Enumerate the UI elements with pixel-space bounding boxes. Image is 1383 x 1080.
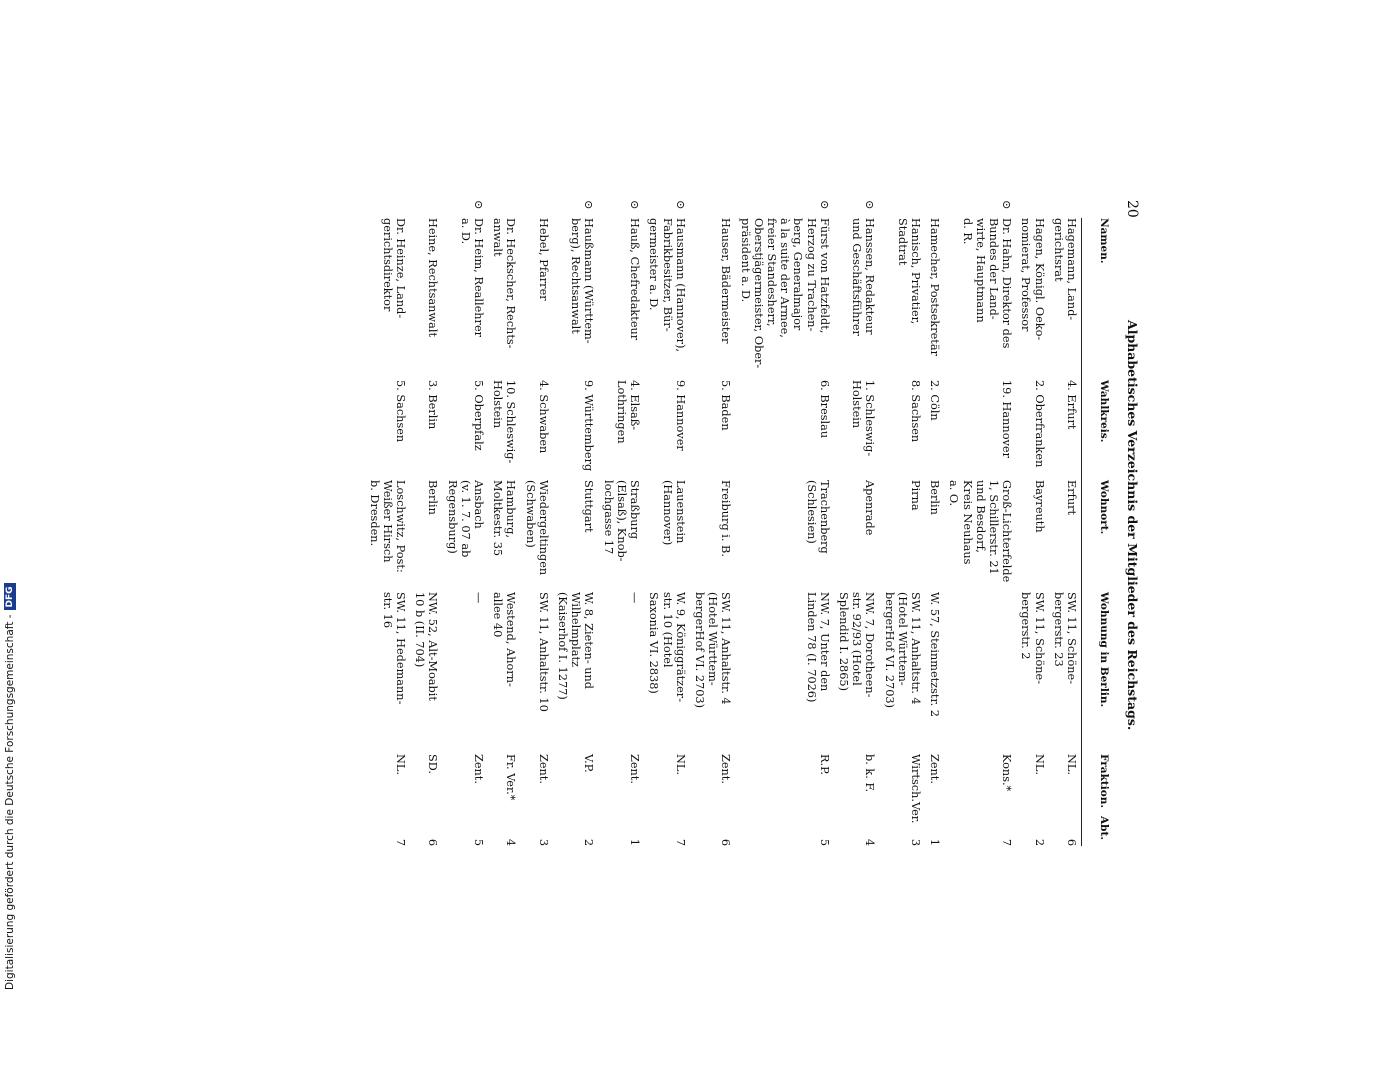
member-fraktion: Kons.* <box>1000 754 1014 792</box>
row-mark <box>1019 200 1045 218</box>
member-wohnort: Apenrade <box>863 480 877 536</box>
member-wohnort: Berlin <box>928 480 942 515</box>
row-mark <box>928 200 941 218</box>
member-abteilung: 6 <box>426 838 440 846</box>
member-wahlkreis: 19. Hannover <box>1000 380 1014 458</box>
member-berlin-address: W. 57, Steinmetzstr. 2 <box>928 592 942 717</box>
member-abteilung: 5 <box>817 838 831 846</box>
member-berlin-address: NW. 7, Dorotheen- str. 92/93 (Hotel Splendid I. 2865) <box>836 592 877 698</box>
member-berlin-address: SW. 11, Anhaltstr. 4 (Hotel Württem- bergerHof VI. 2703) <box>692 592 733 709</box>
row-mark <box>523 200 549 218</box>
row-mark: ⊙ <box>817 200 831 210</box>
table-row <box>1019 200 1045 1080</box>
page-number: 20 <box>1124 200 1140 218</box>
member-name: Hanisch, Privatier, Stadtrat <box>895 218 922 325</box>
member-berlin-address: NW. 52, Alt-Moabit 10 b (II. 704) <box>413 592 440 701</box>
member-wahlkreis: 5. Baden <box>719 380 733 431</box>
member-fraktion: b. k. F. <box>863 754 877 793</box>
member-berlin-address: — <box>628 592 642 604</box>
member-abteilung: 7 <box>673 838 687 846</box>
row-mark <box>413 200 439 218</box>
header-wohnort: Wohnort. <box>1081 480 1110 592</box>
member-name: Dr. Hahn, Direktor des Bundes der Land- wirte, Hauptmann d. R. <box>960 218 1014 349</box>
member-wahlkreis: 8. Sachsen <box>908 380 922 443</box>
member-wohnort: Hamburg, Moltkestr. 35 <box>491 480 518 557</box>
table-row <box>602 200 642 1080</box>
member-name: Hebel, Pfarrer <box>536 218 550 301</box>
row-mark <box>367 200 407 218</box>
member-name: Dr. Heinze, Land- gerichtsdirektor <box>380 218 408 319</box>
member-wahlkreis: 3. Berlin <box>426 380 440 430</box>
member-wahlkreis: 2. Cöln <box>928 380 942 421</box>
footer-text: Digitalisierung gefördert durch die Deutsche Forschungsgemeinschaft - <box>4 614 16 990</box>
member-berlin-address: NW. 7, Unter den Linden 78 (I. 7026) <box>804 592 831 703</box>
member-fraktion: Zent. <box>472 754 486 784</box>
row-mark <box>1052 200 1078 218</box>
member-wahlkreis: 5. Sachsen <box>394 380 408 443</box>
member-wahlkreis: 4. Schwaben <box>536 380 550 454</box>
member-abteilung: 6 <box>1065 838 1078 846</box>
table-row <box>491 200 517 1080</box>
member-name: Heine, Rechtsanwalt <box>426 218 440 337</box>
table-row <box>556 200 596 1080</box>
member-berlin-address <box>947 592 1013 754</box>
member-wohnort: Pirna <box>908 480 922 511</box>
table-row <box>1052 200 1078 1080</box>
member-abteilung: 1 <box>928 838 942 846</box>
member-wahlkreis: 6. Breslau <box>817 380 831 439</box>
member-wohnort: Straßburg (Elsaß), Knob- lochgasse 17 <box>601 480 642 562</box>
member-berlin-address: W. 9, Königgrätzer- str. 10 (Hotel Saxonia VI. 2838) <box>647 592 687 703</box>
table-row <box>693 200 733 1080</box>
member-abteilung: 5 <box>472 838 486 846</box>
member-abteilung: 6 <box>719 838 733 846</box>
table-row <box>445 200 485 1080</box>
page-title: Alphabetisches Verzeichnis der Mitglieder des Reichstags. <box>1125 320 1140 731</box>
row-mark: ⊙ <box>628 200 642 210</box>
member-berlin-address: SW. 11, Anhaltstr. 10 <box>536 592 550 712</box>
member-berlin-address: SW. 11, Schöne- bergerstr. 23 <box>1051 592 1078 685</box>
member-name: Haußmann (Württem- berg), Rechtsanwalt <box>569 218 596 344</box>
member-abteilung: 1 <box>628 838 642 846</box>
member-name: Hagen, Königl. Oeko- nomierat, Professor <box>1019 218 1046 341</box>
member-wohnort: Bayreuth <box>1032 480 1046 533</box>
member-wohnort: Lauenstein (Hannover) <box>660 480 687 546</box>
member-name: Fürst von Hatzfeldt, Herzog zu Trachen- berg, Generalmajor à la suite der Armee, freier Standesherr, Oberstjägermeister, Ober- präsident a. D. <box>738 218 831 369</box>
member-name: Hauß, Chefredakteur <box>628 218 642 341</box>
member-wohnort: Loschwitz, Post: Weißer Hirsch b. Dresden. <box>367 480 408 573</box>
row-mark: ⊙ <box>472 200 486 210</box>
member-berlin-address: SW. 11, Hedemann- str. 16 <box>380 592 408 705</box>
member-abteilung: 2 <box>582 838 596 846</box>
member-fraktion: SD. <box>426 754 440 774</box>
member-table <box>361 200 1078 1080</box>
row-mark <box>882 200 922 218</box>
member-wohnort: Wiedergeltingen (Schwaben) <box>523 480 550 576</box>
row-mark <box>693 200 733 218</box>
member-berlin-address: W. 8, Zieten- und Wilhelmplatz (Kaiserhof I. 1277) <box>556 592 596 700</box>
member-name: Hagemann, Land- gerichtsrat <box>1051 218 1078 321</box>
member-name: Hamecher, Postsekretär <box>928 218 942 356</box>
member-name: Dr. Heckscher, Rechts- anwalt <box>491 218 518 349</box>
member-berlin-address: SW. 11, Anhaltstr. 4 (Hotel Württem- bergerHof VI. 2703) <box>882 592 922 709</box>
member-wahlkreis: 9. Württemberg <box>582 380 596 472</box>
table-row <box>928 200 941 1080</box>
table-row <box>837 200 877 1080</box>
member-fraktion: Fr. Ver.* <box>504 754 518 801</box>
member-name: Hanssen, Redakteur und Geschäftsführer <box>850 218 877 336</box>
digitization-footer <box>4 583 16 990</box>
member-fraktion: NL. <box>673 754 687 775</box>
member-wohnort: Erfurt <box>1065 480 1078 516</box>
member-wahlkreis: 9. Hannover <box>673 380 687 451</box>
member-fraktion: NL. <box>1032 754 1046 775</box>
table-row <box>647 200 687 1080</box>
table-row <box>738 200 830 1080</box>
row-mark: ⊙ <box>863 200 877 210</box>
member-wohnort: Freiburg i. B. <box>719 480 733 557</box>
table-row <box>882 200 922 1080</box>
header-wahlkreis: Wahlkreis. <box>1081 380 1110 480</box>
member-wohnort: Stuttgart <box>582 480 596 533</box>
member-name: Hauser, Bädermeister <box>719 218 733 344</box>
member-berlin-address: — <box>472 592 486 604</box>
header-name: Namen. <box>1081 218 1110 380</box>
member-abteilung: 7 <box>1000 838 1014 846</box>
member-fraktion: R.P. <box>817 754 831 775</box>
table-row <box>523 200 549 1080</box>
header-fraktion: Fraktion. <box>1081 754 1110 816</box>
member-wohnort: Ansbach (v. 1. 7. 07 ab Regensburg) <box>445 480 486 558</box>
member-abteilung: 3 <box>908 838 922 846</box>
member-abteilung: 4 <box>863 838 877 846</box>
member-wohnort: Groß-Lichterfelde 1, Schillerstr. 21 und Besdorf, Kreis Neuhaus a. O. <box>947 480 1014 583</box>
member-wahlkreis: 10. Schleswig- Holstein <box>491 380 518 464</box>
member-fraktion: Zent. <box>628 754 642 784</box>
member-wahlkreis: 2. Oberfranken <box>1032 380 1046 468</box>
member-wahlkreis: 5. Oberpfalz <box>472 380 486 451</box>
header-berlin: Wohnung in Berlin. <box>1081 592 1110 754</box>
row-mark: ⊙ <box>673 200 687 210</box>
member-fraktion: Zent. <box>928 754 942 784</box>
member-abteilung: 7 <box>394 838 408 846</box>
dfg-logo: DFG <box>4 583 16 610</box>
member-fraktion: NL. <box>1065 754 1078 775</box>
row-mark: ⊙ <box>582 200 596 210</box>
member-abteilung: 3 <box>536 838 550 846</box>
member-fraktion: Zent. <box>719 754 733 784</box>
row-mark <box>491 200 517 218</box>
member-wahlkreis: 4. Erfurt <box>1065 380 1078 430</box>
scanned-page <box>260 200 1140 846</box>
member-fraktion: Zent. <box>536 754 550 784</box>
member-abteilung: 4 <box>504 838 518 846</box>
member-fraktion: NL. <box>394 754 408 775</box>
row-mark: ⊙ <box>1000 200 1014 210</box>
member-name: Hausmann (Hannover), Fabrikbesitzer, Bür- germeister a. D. <box>647 218 687 353</box>
member-wahlkreis: 4. Elsaß-Lothringen <box>614 380 642 444</box>
member-wohnort: Berlin <box>426 480 440 515</box>
member-berlin-address: Westend, Ahorn- allee 40 <box>491 592 518 687</box>
table-row <box>947 200 1013 1080</box>
table-row <box>367 200 407 1080</box>
member-wohnort: Trachenberg (Schlesien) <box>804 480 831 554</box>
header-abt: Abt. <box>1081 816 1110 846</box>
table-row <box>413 200 439 1080</box>
member-name: Dr. Heim, Reallehrer a. D. <box>458 218 486 338</box>
member-fraktion: Wirtsch.Ver. <box>908 754 922 824</box>
member-fraktion: V.P. <box>582 754 596 773</box>
member-berlin-address: SW. 11, Schöne- bergerstr. 2 <box>1019 592 1046 685</box>
member-abteilung: 2 <box>1032 838 1046 846</box>
member-wahlkreis: 1. Schleswig- Holstein <box>850 380 877 457</box>
